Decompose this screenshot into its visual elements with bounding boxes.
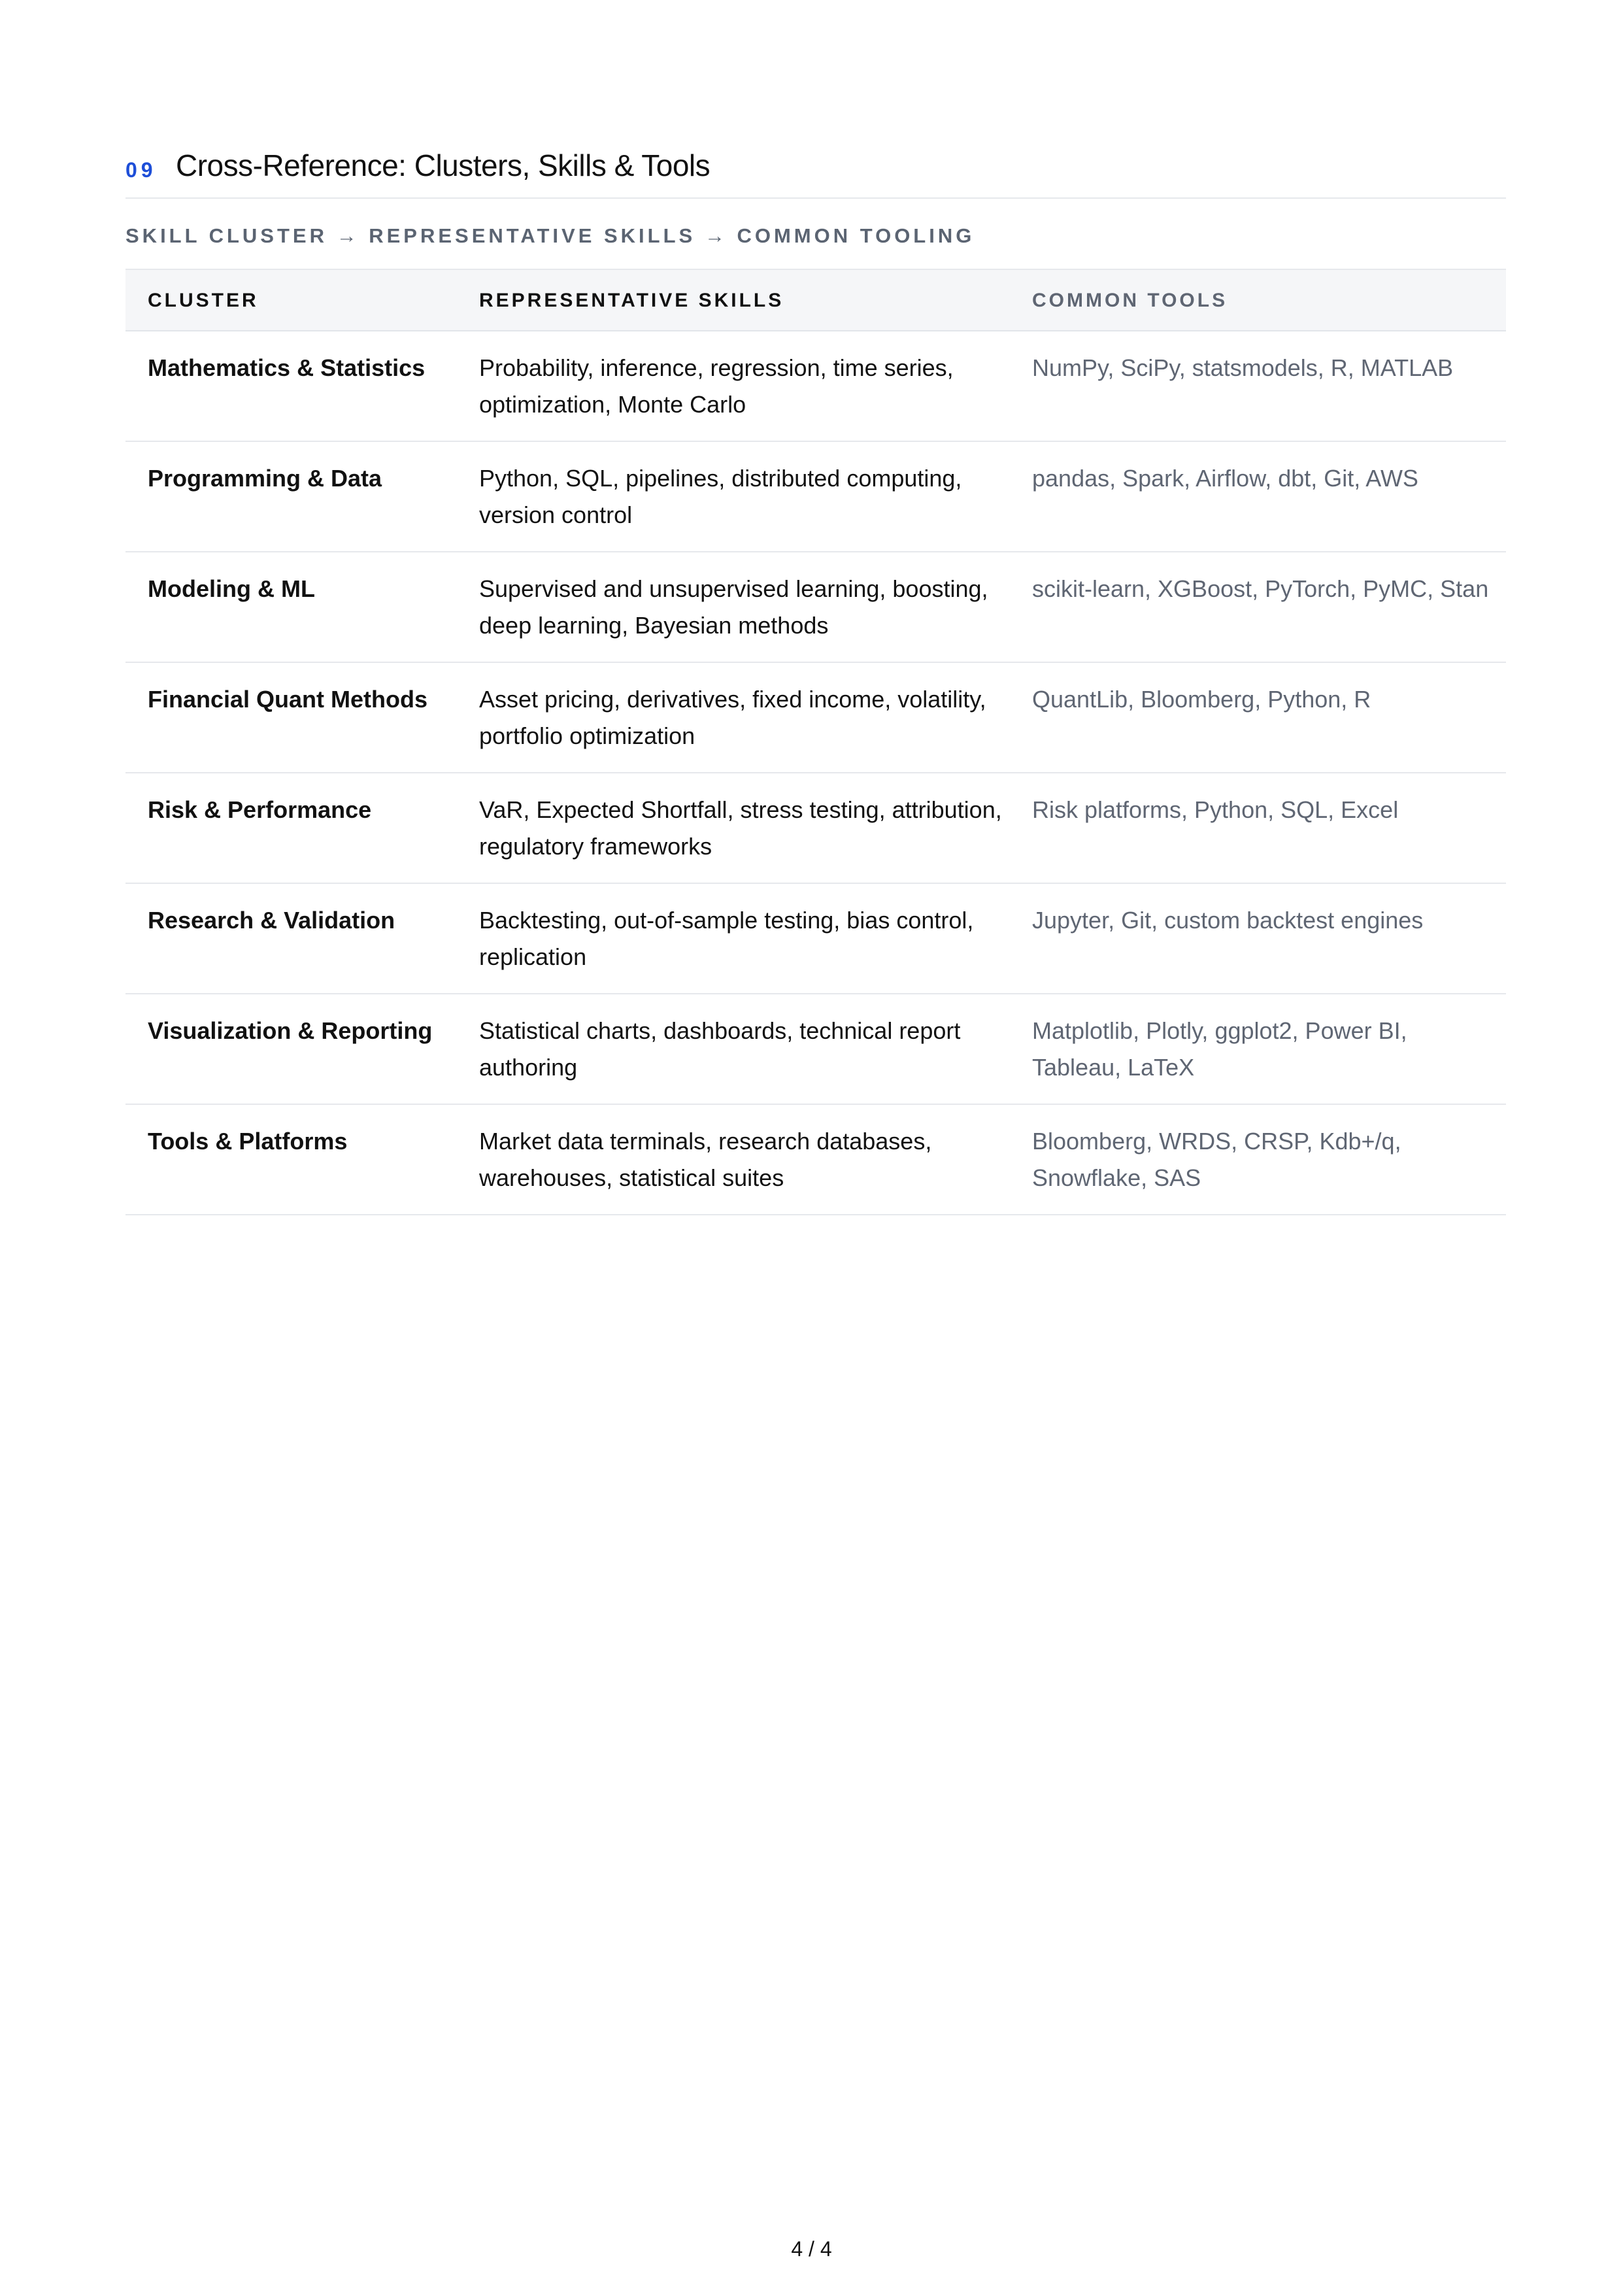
cluster-cell: Financial Quant Methods xyxy=(148,686,428,713)
skills-cell: VaR, Expected Shortfall, stress testing, attribution, regulatory frameworks xyxy=(479,796,1002,860)
tools-cell: Jupyter, Git, custom backtest engines xyxy=(1032,907,1424,934)
table-row xyxy=(125,552,1506,663)
tools-cell: Risk platforms, Python, SQL, Excel xyxy=(1032,796,1399,823)
column-header-tools: COMMON TOOLS xyxy=(1032,290,1228,311)
skills-cell: Market data terminals, research databases, warehouses, statistical suites xyxy=(479,1128,932,1191)
skills-cell: Backtesting, out-of-sample testing, bias control, replication xyxy=(479,907,974,970)
table-row xyxy=(125,663,1506,773)
skills-cell: Statistical charts, dashboards, technical report authoring xyxy=(479,1017,961,1081)
column-header-skills: REPRESENTATIVE SKILLS xyxy=(479,290,784,311)
table-row xyxy=(125,1105,1506,1215)
tools-cell: Bloomberg, WRDS, CRSP, Kdb+/q, Snowflake, SAS xyxy=(1032,1128,1401,1191)
section-header xyxy=(125,145,1506,199)
tools-cell: Matplotlib, Plotly, ggplot2, Power BI, Tableau, LaTeX xyxy=(1032,1017,1407,1081)
cluster-cell: Mathematics & Statistics xyxy=(148,354,426,381)
table-row xyxy=(125,994,1506,1105)
skills-cell: Python, SQL, pipelines, distributed computing, version control xyxy=(479,465,962,528)
cluster-cell: Tools & Platforms xyxy=(148,1128,348,1155)
table-row xyxy=(125,773,1506,884)
cluster-cell: Visualization & Reporting xyxy=(148,1017,433,1044)
cross-reference-table xyxy=(125,269,1506,1215)
page-number: 4 / 4 xyxy=(791,2237,832,2261)
table-row xyxy=(125,884,1506,994)
table-header-row xyxy=(125,270,1506,331)
tools-cell: scikit-learn, XGBoost, PyTorch, PyMC, Stan xyxy=(1032,575,1489,602)
cluster-cell: Modeling & ML xyxy=(148,575,315,602)
cluster-cell: Research & Validation xyxy=(148,907,395,934)
cluster-cell: Programming & Data xyxy=(148,465,382,492)
column-header-cluster: CLUSTER xyxy=(148,290,259,311)
skills-cell: Probability, inference, regression, time series, optimization, Monte Carlo xyxy=(479,354,954,418)
table-caption: SKILL CLUSTER → REPRESENTATIVE SKILLS → COMMON TOOLING xyxy=(125,224,975,247)
tools-cell: NumPy, SciPy, statsmodels, R, MATLAB xyxy=(1032,354,1454,381)
document-page xyxy=(125,0,1506,2296)
table-row xyxy=(125,442,1506,552)
skills-cell: Asset pricing, derivatives, fixed income, volatility, portfolio optimization xyxy=(479,686,986,749)
tools-cell: QuantLib, Bloomberg, Python, R xyxy=(1032,686,1371,713)
table-row xyxy=(125,331,1506,442)
section-number: 09 xyxy=(125,158,157,182)
skills-cell: Supervised and unsupervised learning, boosting, deep learning, Bayesian methods xyxy=(479,575,988,639)
section-title: Cross-Reference: Clusters, Skills & Tools xyxy=(176,148,711,182)
tools-cell: pandas, Spark, Airflow, dbt, Git, AWS xyxy=(1032,465,1418,492)
cluster-cell: Risk & Performance xyxy=(148,796,372,823)
